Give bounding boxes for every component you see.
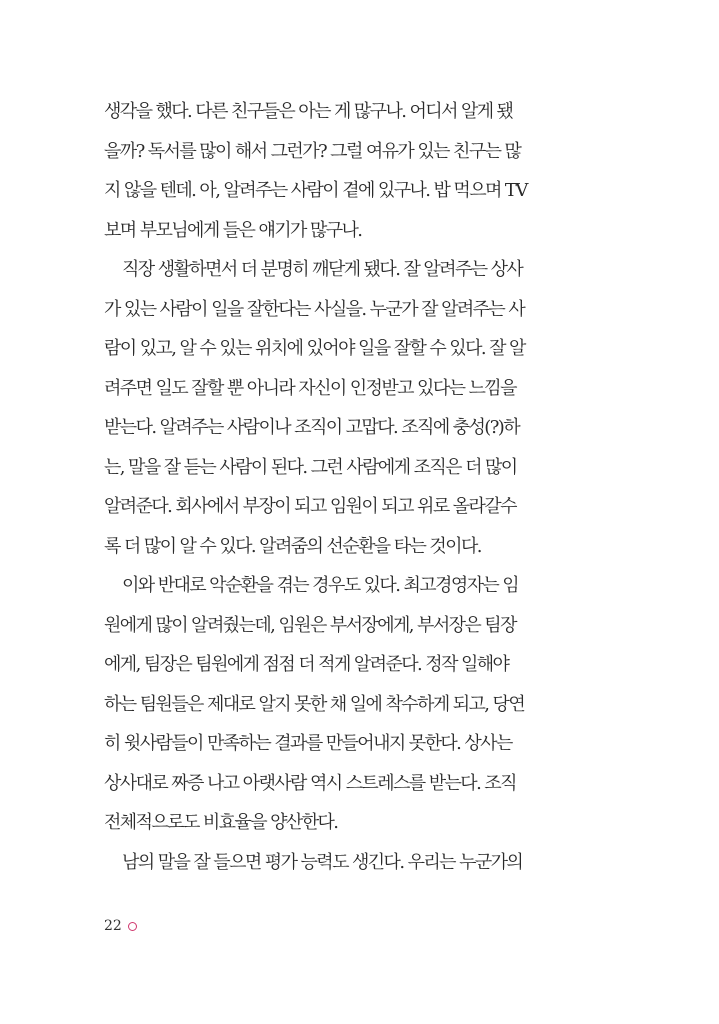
text-line: 보며 부모님에게 들은 얘기가 많구나. <box>104 219 362 241</box>
text-line: 전체적으로도 비효율을 양산한다. <box>104 812 338 833</box>
text-line: 하는 팀원들은 제대로 알지 못한 채 일에 착수하게 되고, 당연 <box>104 693 525 715</box>
text-line: 을까? 독서를 많이 해서 그런가? 그럴 여유가 있는 친구는 많 <box>104 140 521 162</box>
text-line: 받는다. 알려주는 사람이나 조직이 고맙다. 조직에 충성(?)하 <box>104 417 519 438</box>
page-number: 22 <box>104 918 122 934</box>
text-line: 지 않을 텐데. 아, 알려주는 사람이 곁에 있구나. 밥 먹으며 TV <box>104 180 527 201</box>
circle-ornament-icon <box>128 922 137 931</box>
text-line: 가 있는 사람이 일을 잘한다는 사실을. 누군가 잘 알려주는 사 <box>104 298 525 320</box>
text-line: 알려준다. 회사에서 부장이 되고 임원이 되고 위로 올라갈수 <box>104 496 516 517</box>
text-line: 남의 말을 잘 들으면 평가 능력도 생긴다. 우리는 누군가의 <box>122 851 523 873</box>
text-line: 원에게 많이 알려줬는데, 임원은 부서장에게, 부서장은 팀장 <box>104 614 516 636</box>
page-footer <box>104 918 137 934</box>
text-line: 록 더 많이 알 수 있다. 알려줌의 선순환을 타는 것이다. <box>104 535 481 557</box>
text-line: 려주면 일도 잘할 뿐 아니라 자신이 인정받고 있다는 느낌을 <box>104 377 516 399</box>
text-line: 이와 반대로 악순환을 겪는 경우도 있다. 최고경영자는 임 <box>122 575 519 596</box>
text-line: 람이 있고, 알 수 있는 위치에 있어야 일을 잘할 수 있다. 잘 알 <box>104 338 525 359</box>
text-line: 에게, 팀장은 팀원에게 점점 더 적게 알려준다. 정작 일해야 <box>104 654 509 675</box>
text-line: 히 윗사람들이 만족하는 결과를 만들어내지 못한다. 상사는 <box>104 733 512 754</box>
body-text <box>104 92 574 882</box>
text-line: 생각을 했다. 다른 친구들은 아는 게 많구나. 어디서 알게 됐 <box>104 101 513 122</box>
text-line: 상사대로 짜증 나고 아랫사람 역시 스트레스를 받는다. 조직 <box>104 772 516 794</box>
text-line: 직장 생활하면서 더 분명히 깨닫게 됐다. 잘 알려주는 상사 <box>122 259 523 280</box>
text-line: 는, 말을 잘 듣는 사람이 된다. 그런 사람에게 조직은 더 많이 <box>104 456 517 478</box>
